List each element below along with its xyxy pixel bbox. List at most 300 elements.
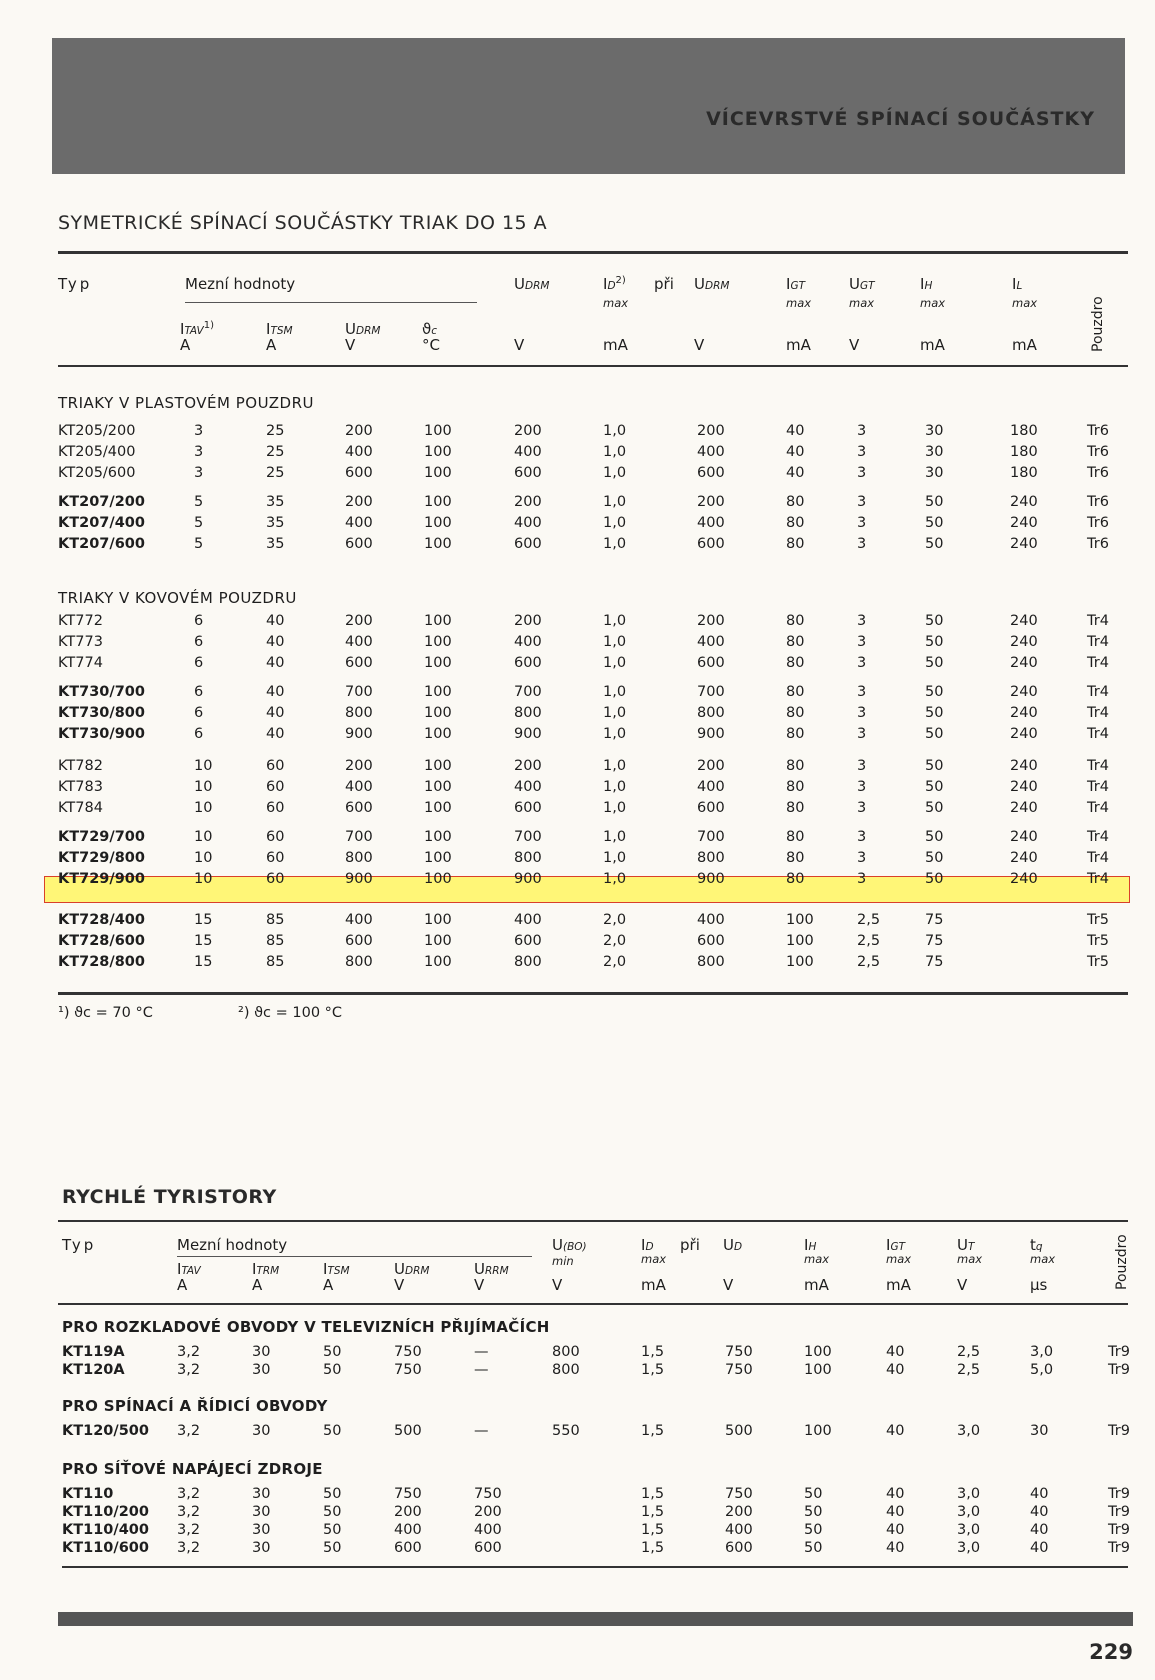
t1-cell: 75 <box>925 912 944 928</box>
t1-cell-type: KT205/400 <box>58 444 136 460</box>
t1-header-mezni: Mezní hodnoty <box>185 275 296 293</box>
t2-cell: 40 <box>1030 1522 1049 1538</box>
t2-cell: 750 <box>725 1486 753 1502</box>
t2-cell: 3,2 <box>177 1423 201 1439</box>
t1-cell: 25 <box>266 444 285 460</box>
t1-cell: Tr4 <box>1087 871 1109 887</box>
t1-cell: 50 <box>925 634 944 650</box>
t1-cell: 700 <box>514 684 542 700</box>
t1-cell: 60 <box>266 779 285 795</box>
t1-cell: 40 <box>266 726 285 742</box>
t2-cell: 40 <box>886 1362 905 1378</box>
t2-cell: 400 <box>394 1522 422 1538</box>
t1-cell: 600 <box>514 933 542 949</box>
t1-cell-type: KT205/200 <box>58 423 136 439</box>
t1-cell: 100 <box>424 655 452 671</box>
t1-cell: 600 <box>514 655 542 671</box>
t1-cell: 30 <box>925 465 944 481</box>
t1-cell: 10 <box>194 800 213 816</box>
t1-cell: 3 <box>857 871 867 887</box>
t2-cell: Tr9 <box>1108 1486 1130 1502</box>
t1-cell: 1,0 <box>603 634 627 650</box>
t2-unit: V <box>552 1276 563 1294</box>
t2-cell: 1,5 <box>641 1362 665 1378</box>
t1-cell: 200 <box>345 758 373 774</box>
t2-cell: 3,0 <box>957 1540 981 1556</box>
t1-cell: 60 <box>266 850 285 866</box>
t2-cell: 50 <box>323 1362 342 1378</box>
t1-cell: 60 <box>266 829 285 845</box>
t1-cell: 100 <box>424 954 452 970</box>
t1-cell: 40 <box>786 465 805 481</box>
t2-cell: 50 <box>804 1504 823 1520</box>
t1-cell: 30 <box>925 444 944 460</box>
t1-cell: 10 <box>194 758 213 774</box>
t2-cell: 750 <box>394 1486 422 1502</box>
t2-mezni-underline <box>177 1256 532 1257</box>
t1-unit: V <box>345 336 356 354</box>
t1-unit: °C <box>422 336 440 354</box>
t1-cell: 2,5 <box>857 954 881 970</box>
t1-group-plastic: TRIAKY V PLASTOVÉM POUZDRU <box>58 394 315 412</box>
t2-header-itrm: ITRM <box>252 1260 280 1278</box>
t1-cell: 40 <box>786 444 805 460</box>
t1-cell: 1,0 <box>603 726 627 742</box>
t2-header-itsm: ITSM <box>323 1260 350 1278</box>
t1-cell: Tr4 <box>1087 800 1109 816</box>
t1-cell-type: KT207/200 <box>58 494 145 510</box>
t1-cell: Tr5 <box>1087 933 1109 949</box>
table2-title: RYCHLÉ TYRISTORY <box>62 1186 277 1208</box>
t1-cell: 1,0 <box>603 684 627 700</box>
t1-cell: 100 <box>786 912 814 928</box>
t1-cell: 3 <box>857 800 867 816</box>
t2-unit: V <box>474 1276 485 1294</box>
t1-cell-type: KT728/400 <box>58 912 145 928</box>
t1-cell: 900 <box>345 871 373 887</box>
t1-cell: 1,0 <box>603 871 627 887</box>
t2-header-urrm: URRM <box>474 1260 509 1278</box>
table1-top-rule <box>58 251 1128 254</box>
t1-cell: 200 <box>345 613 373 629</box>
t2-unit: µs <box>1030 1276 1048 1294</box>
t2-header-mezni: Mezní hodnoty <box>177 1236 288 1254</box>
t2-cell: 40 <box>1030 1540 1049 1556</box>
t1-cell: 400 <box>514 515 542 531</box>
t2-max-id: max <box>641 1252 667 1266</box>
t1-cell: 100 <box>424 850 452 866</box>
t2-cell-type: KT110 <box>62 1486 114 1502</box>
t1-cell: 200 <box>697 613 725 629</box>
t1-cell: 50 <box>925 536 944 552</box>
t2-cell: 40 <box>886 1344 905 1360</box>
t1-cell: 80 <box>786 655 805 671</box>
t1-cell: 240 <box>1010 494 1038 510</box>
t2-cell: 100 <box>804 1344 832 1360</box>
t1-cell: 50 <box>925 515 944 531</box>
t2-cell: 600 <box>725 1540 753 1556</box>
t1-cell: 80 <box>786 871 805 887</box>
t1-cell: Tr4 <box>1087 684 1109 700</box>
t2-cell-type: KT110/600 <box>62 1540 149 1556</box>
t1-cell: 400 <box>345 444 373 460</box>
t2-cell: 3,0 <box>957 1486 981 1502</box>
t2-cell: 5,0 <box>1030 1362 1054 1378</box>
t2-cell: 1,5 <box>641 1344 665 1360</box>
banner-title: VÍCEVRSTVÉ SPÍNACÍ SOUČÁSTKY <box>706 108 1095 130</box>
t2-cell: 500 <box>394 1423 422 1439</box>
t1-cell: 100 <box>424 613 452 629</box>
t2-cell: — <box>474 1423 489 1439</box>
t1-cell: 400 <box>697 444 725 460</box>
t1-cell: 6 <box>194 655 204 671</box>
t1-cell: 6 <box>194 613 204 629</box>
t1-header-id: ID$^{2)}$ <box>603 275 626 293</box>
t1-header-itav: ITAV$^{1)}$ <box>180 320 214 338</box>
t1-cell: 1,0 <box>603 850 627 866</box>
t1-cell-type: KT782 <box>58 758 103 774</box>
t2-unit: V <box>394 1276 405 1294</box>
t1-cell: 200 <box>514 494 542 510</box>
t2-unit: mA <box>641 1276 666 1294</box>
t2-cell: 750 <box>725 1362 753 1378</box>
t1-cell: 3 <box>194 465 204 481</box>
t1-cell: 900 <box>345 726 373 742</box>
t1-header-pouzdro: Pouzdro <box>1090 296 1106 352</box>
t1-max-ugt: max <box>849 296 875 310</box>
t2-unit: mA <box>886 1276 911 1294</box>
t2-cell: 30 <box>1030 1423 1049 1439</box>
t2-cell: 800 <box>552 1344 580 1360</box>
t1-cell: 100 <box>424 912 452 928</box>
t1-cell: 100 <box>424 933 452 949</box>
t2-cell: 40 <box>886 1486 905 1502</box>
t1-cell: 800 <box>345 954 373 970</box>
t1-cell: 35 <box>266 494 285 510</box>
t1-cell: 50 <box>925 779 944 795</box>
t2-cell: 1,5 <box>641 1423 665 1439</box>
t1-cell: 600 <box>514 536 542 552</box>
t2-header-pri: při <box>680 1236 700 1254</box>
t1-cell: 240 <box>1010 515 1038 531</box>
t2-cell: 400 <box>474 1522 502 1538</box>
t2-cell: 800 <box>552 1362 580 1378</box>
t1-cell: 1,0 <box>603 758 627 774</box>
t1-cell: 200 <box>345 494 373 510</box>
t2-header-igt: IGT <box>886 1236 905 1254</box>
t1-cell: 240 <box>1010 726 1038 742</box>
t2-cell: Tr9 <box>1108 1423 1130 1439</box>
t2-cell: 50 <box>804 1522 823 1538</box>
t1-cell: 2,0 <box>603 912 627 928</box>
t1-cell: 15 <box>194 912 213 928</box>
t2-cell: 30 <box>252 1486 271 1502</box>
t2-header-ubo: U(BO) <box>552 1236 587 1254</box>
t1-cell: 800 <box>345 705 373 721</box>
t1-cell: 2,5 <box>857 912 881 928</box>
t2-cell-type: KT110/400 <box>62 1522 149 1538</box>
t1-cell: 35 <box>266 536 285 552</box>
t2-cell: 600 <box>394 1540 422 1556</box>
t2-cell: 2,5 <box>957 1344 981 1360</box>
t1-max-igt: max <box>786 296 812 310</box>
t1-cell: 100 <box>424 871 452 887</box>
t2-unit: A <box>177 1276 188 1294</box>
t2-cell: 3,2 <box>177 1344 201 1360</box>
t1-cell: 15 <box>194 954 213 970</box>
t1-cell: 800 <box>345 850 373 866</box>
t1-cell: 400 <box>514 912 542 928</box>
t2-cell: 550 <box>552 1423 580 1439</box>
t1-header-ih: IH <box>920 275 933 293</box>
t1-cell: 6 <box>194 684 204 700</box>
t1-cell: 1,0 <box>603 613 627 629</box>
t1-cell: 40 <box>266 613 285 629</box>
t1-cell: Tr6 <box>1087 465 1109 481</box>
t1-cell: 50 <box>925 871 944 887</box>
t2-cell: 200 <box>725 1504 753 1520</box>
t1-cell: 600 <box>697 465 725 481</box>
t1-cell: 1,0 <box>603 515 627 531</box>
t2-cell: 50 <box>323 1522 342 1538</box>
t1-cell: 100 <box>424 423 452 439</box>
t1-cell: 75 <box>925 933 944 949</box>
t1-cell: 2,0 <box>603 933 627 949</box>
t1-cell: 200 <box>697 758 725 774</box>
t1-cell: 30 <box>925 423 944 439</box>
t1-cell: 3 <box>857 758 867 774</box>
t1-cell: 100 <box>786 954 814 970</box>
t1-cell: 3 <box>194 444 204 460</box>
t1-cell: 1,0 <box>603 829 627 845</box>
table1-bottom-rule <box>58 992 1128 995</box>
t2-cell: 200 <box>394 1504 422 1520</box>
t1-cell: 10 <box>194 850 213 866</box>
t1-unit: mA <box>920 336 945 354</box>
t1-cell: 600 <box>345 800 373 816</box>
t2-cell: 200 <box>474 1504 502 1520</box>
table1-title: SYMETRICKÉ SPÍNACÍ SOUČÁSTKY TRIAK DO 15 A <box>58 212 548 234</box>
t1-cell: 40 <box>266 705 285 721</box>
t1-cell: 200 <box>514 613 542 629</box>
t1-cell: 700 <box>345 684 373 700</box>
t1-cell: 100 <box>786 933 814 949</box>
t2-unit: V <box>957 1276 968 1294</box>
t2-cell: 400 <box>725 1522 753 1538</box>
t1-cell: 3 <box>857 515 867 531</box>
t1-unit: V <box>849 336 860 354</box>
t2-cell: 50 <box>804 1486 823 1502</box>
t1-cell: 100 <box>424 515 452 531</box>
t2-cell: 1,5 <box>641 1486 665 1502</box>
t2-max-igt: max <box>886 1252 912 1266</box>
t1-cell: Tr4 <box>1087 613 1109 629</box>
t1-header-udrm3: UDRM <box>345 320 381 338</box>
t2-cell: 750 <box>394 1362 422 1378</box>
t1-header-udrm2: UDRM <box>694 275 730 293</box>
t2-cell: 50 <box>323 1344 342 1360</box>
t2-cell: 750 <box>474 1486 502 1502</box>
t1-cell: 10 <box>194 779 213 795</box>
t1-cell: 3 <box>857 850 867 866</box>
t1-cell-type: KT772 <box>58 613 103 629</box>
t1-cell: 100 <box>424 444 452 460</box>
t2-cell: 30 <box>252 1522 271 1538</box>
t1-cell-type: KT730/800 <box>58 705 145 721</box>
t2-cell: 50 <box>804 1540 823 1556</box>
t1-cell: 600 <box>514 465 542 481</box>
t1-cell: Tr4 <box>1087 758 1109 774</box>
t1-cell: 6 <box>194 634 204 650</box>
t2-cell: 100 <box>804 1362 832 1378</box>
t1-cell: Tr4 <box>1087 655 1109 671</box>
t1-cell: 3 <box>857 444 867 460</box>
t1-cell: 700 <box>697 829 725 845</box>
t1-header-igt: IGT <box>786 275 805 293</box>
t2-cell: 3,2 <box>177 1540 201 1556</box>
t1-cell: 75 <box>925 954 944 970</box>
t1-cell: 5 <box>194 494 204 510</box>
t2-unit: A <box>323 1276 334 1294</box>
t1-cell: 400 <box>345 779 373 795</box>
t1-cell: 40 <box>786 423 805 439</box>
t1-unit: V <box>694 336 705 354</box>
t1-cell: 900 <box>697 871 725 887</box>
t1-cell: Tr6 <box>1087 494 1109 510</box>
t1-cell: 1,0 <box>603 655 627 671</box>
t2-cell: 2,5 <box>957 1362 981 1378</box>
t1-cell: 700 <box>345 829 373 845</box>
t1-cell: 50 <box>925 705 944 721</box>
t1-cell: 10 <box>194 829 213 845</box>
t1-cell: 100 <box>424 634 452 650</box>
t2-cell-type: KT110/200 <box>62 1504 149 1520</box>
t1-header-ugt: UGT <box>849 275 875 293</box>
t1-cell: 25 <box>266 465 285 481</box>
t1-cell: 3 <box>194 423 204 439</box>
t1-cell-type: KT207/600 <box>58 536 145 552</box>
t2-cell: 40 <box>1030 1486 1049 1502</box>
t1-max-id: max <box>603 296 629 310</box>
t1-cell: 240 <box>1010 800 1038 816</box>
t2-header-typ: Typ <box>62 1236 97 1254</box>
t2-cell: 1,5 <box>641 1522 665 1538</box>
t1-cell: 1,0 <box>603 494 627 510</box>
t2-cell: Tr9 <box>1108 1344 1130 1360</box>
t2-header-udrm: UDRM <box>394 1260 430 1278</box>
t1-cell: 80 <box>786 684 805 700</box>
t1-cell: 50 <box>925 829 944 845</box>
t1-cell: Tr5 <box>1087 912 1109 928</box>
t2-group-tv: PRO ROZKLADOVÉ OBVODY V TELEVIZNÍCH PŘIJÍMAČÍCH <box>62 1318 550 1336</box>
t1-cell: 10 <box>194 871 213 887</box>
t1-cell: 50 <box>925 850 944 866</box>
t1-cell: 100 <box>424 705 452 721</box>
t1-max-ih: max <box>920 296 946 310</box>
t1-cell: 35 <box>266 515 285 531</box>
t1-cell: 240 <box>1010 613 1038 629</box>
t1-cell: Tr6 <box>1087 423 1109 439</box>
t1-cell: 240 <box>1010 779 1038 795</box>
t1-cell: 80 <box>786 850 805 866</box>
t1-cell: 50 <box>925 758 944 774</box>
t1-cell: 50 <box>925 684 944 700</box>
t1-cell: 50 <box>925 800 944 816</box>
t2-cell: 40 <box>886 1522 905 1538</box>
t1-header-udrm: UDRM <box>514 275 550 293</box>
t1-cell: 240 <box>1010 829 1038 845</box>
t2-group-switch: PRO SPÍNACÍ A ŘÍDICÍ OBVODY <box>62 1397 328 1415</box>
t2-header-id: ID <box>641 1236 654 1254</box>
t2-cell: 100 <box>804 1423 832 1439</box>
t1-cell-type: KT783 <box>58 779 103 795</box>
t1-unit: mA <box>1012 336 1037 354</box>
t1-header-itsm: ITSM <box>266 320 293 338</box>
t2-cell: 3,0 <box>1030 1344 1054 1360</box>
t1-cell: 400 <box>514 444 542 460</box>
t1-cell: 240 <box>1010 758 1038 774</box>
t2-cell: 3,0 <box>957 1504 981 1520</box>
t1-cell: 1,0 <box>603 444 627 460</box>
t1-cell: 180 <box>1010 444 1038 460</box>
t1-cell: 700 <box>514 829 542 845</box>
t1-cell: Tr6 <box>1087 536 1109 552</box>
t1-cell: 60 <box>266 871 285 887</box>
t1-cell: 400 <box>514 779 542 795</box>
t1-cell: 80 <box>786 634 805 650</box>
t2-cell: 30 <box>252 1344 271 1360</box>
t1-cell: 200 <box>514 758 542 774</box>
t1-cell: 80 <box>786 613 805 629</box>
t1-cell: 80 <box>786 800 805 816</box>
t2-cell: 3,2 <box>177 1362 201 1378</box>
footnote-2: ²) ϑc = 100 °C <box>238 1005 343 1021</box>
t1-cell: 3 <box>857 705 867 721</box>
t1-cell: 100 <box>424 726 452 742</box>
t1-cell: 3 <box>857 634 867 650</box>
t1-cell-type: KT784 <box>58 800 103 816</box>
t2-max-tq: max <box>1030 1252 1056 1266</box>
t1-cell-type: KT729/800 <box>58 850 145 866</box>
t2-cell: 40 <box>1030 1504 1049 1520</box>
t2-cell: — <box>474 1344 489 1360</box>
t1-cell-type: KT729/700 <box>58 829 145 845</box>
t1-unit: V <box>514 336 525 354</box>
t1-header-il: IL <box>1012 275 1023 293</box>
t1-unit: mA <box>786 336 811 354</box>
t2-cell: 30 <box>252 1362 271 1378</box>
t1-cell: 200 <box>345 423 373 439</box>
t2-cell: 50 <box>323 1423 342 1439</box>
t1-unit: A <box>266 336 277 354</box>
t2-header-itav: ITAV <box>177 1260 201 1278</box>
t2-unit: A <box>252 1276 263 1294</box>
t2-cell: 30 <box>252 1504 271 1520</box>
t2-group-psu: PRO SÍŤOVÉ NAPÁJECÍ ZDROJE <box>62 1460 323 1478</box>
t2-header-ih: IH <box>804 1236 817 1254</box>
t1-cell: 80 <box>786 829 805 845</box>
t1-cell: 400 <box>697 912 725 928</box>
t1-cell: 80 <box>786 758 805 774</box>
t1-cell: 100 <box>424 684 452 700</box>
t1-cell: 100 <box>424 779 452 795</box>
t2-cell: 50 <box>323 1540 342 1556</box>
t2-max-ut: max <box>957 1252 983 1266</box>
t2-cell: 1,5 <box>641 1504 665 1520</box>
t1-cell: 400 <box>697 634 725 650</box>
t1-cell: 3 <box>857 726 867 742</box>
t1-cell: 40 <box>266 634 285 650</box>
